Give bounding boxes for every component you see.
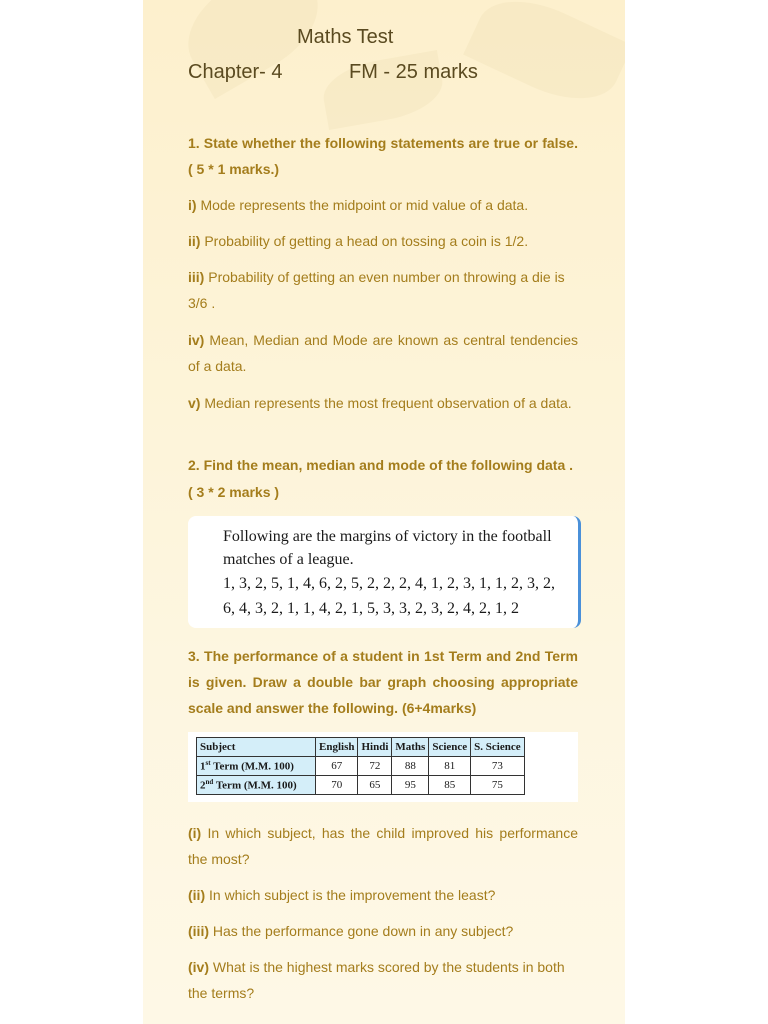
table-cell: 75 xyxy=(471,776,524,795)
table-cell: 85 xyxy=(429,776,471,795)
card-text-line: matches of a league. xyxy=(223,551,354,568)
sub-question xyxy=(188,918,578,944)
statement-text: Mode represents the midpoint or mid value of a data. xyxy=(196,197,529,213)
sub-question xyxy=(188,882,578,908)
table-header-cell: S. Science xyxy=(471,738,524,757)
table-header-row xyxy=(197,738,525,757)
question-2-marks: ( 3 * 2 marks ) xyxy=(188,484,280,500)
table-header-cell: Maths xyxy=(392,738,429,757)
marks-table-card xyxy=(188,732,578,802)
statement-text: Probability of getting an even number on throwing a die is 3/6 . xyxy=(188,269,565,311)
table-cell: 88 xyxy=(392,757,429,776)
table-cell: 65 xyxy=(358,776,392,795)
sub-question-text: What is the highest marks scored by the students in both the terms? xyxy=(188,959,565,1001)
table-header-cell: Science xyxy=(429,738,471,757)
table-cell: 67 xyxy=(316,757,358,776)
statement-item xyxy=(188,327,578,379)
sub-question-text: In which subject is the improvement the least? xyxy=(205,887,496,903)
table-cell: 73 xyxy=(471,757,524,776)
page-title: Maths Test xyxy=(297,26,394,48)
statement-item xyxy=(188,228,578,254)
background-leaf-decoration xyxy=(463,0,625,118)
statement-item xyxy=(188,264,578,316)
sub-question xyxy=(188,954,578,1006)
table-row xyxy=(197,757,525,776)
card-data-line: 1, 3, 2, 5, 1, 4, 6, 2, 5, 2, 2, 2, 4, 1, 2, 3, 1, 1, 2, 3, 2, xyxy=(223,575,555,592)
statement-item xyxy=(188,390,578,416)
chapter-label: Chapter- 4 xyxy=(188,61,283,83)
question-1-heading: 1. State whether the following statements are true or false. ( 5 * 1 marks.) xyxy=(188,135,578,177)
statement-number: iii) xyxy=(188,269,205,285)
sub-question xyxy=(188,820,578,872)
table-cell: 72 xyxy=(358,757,392,776)
table-header-cell: Subject xyxy=(197,738,316,757)
card-text-line: Following are the margins of victory in the football xyxy=(223,528,552,545)
sub-question-text: Has the performance gone down in any subject? xyxy=(209,923,514,939)
statement-number: iv) xyxy=(188,332,205,348)
statement-number: ii) xyxy=(188,233,201,249)
statement-text: Probability of getting a head on tossing a coin is 1/2. xyxy=(200,233,529,249)
table-cell: 81 xyxy=(429,757,471,776)
table-header-cell: English xyxy=(316,738,358,757)
sub-question-number: (iv) xyxy=(188,959,209,975)
statement-item xyxy=(188,192,578,218)
statement-number: v) xyxy=(188,395,201,411)
marks-table xyxy=(196,737,525,795)
full-marks-label: FM - 25 marks xyxy=(349,61,478,83)
sub-question-number: (iii) xyxy=(188,923,209,939)
statement-number: i) xyxy=(188,197,197,213)
data-image-card xyxy=(188,516,581,628)
sub-question-number: (i) xyxy=(188,825,202,841)
question-3-heading: 3. The performance of a student in 1st Term and 2nd Term is given. Draw a double bar graph choosing appropriate scale and answer the following. (6+4marks) xyxy=(188,648,578,716)
sub-question-text: In which subject, has the child improved his performance the most? xyxy=(188,825,578,867)
table-cell: 70 xyxy=(316,776,358,795)
sub-question-number: (ii) xyxy=(188,887,206,903)
table-row-label: 2nd Term (M.M. 100) xyxy=(197,776,316,795)
background-leaf-decoration xyxy=(170,0,336,99)
table-row-label: 1st Term (M.M. 100) xyxy=(197,757,316,776)
card-data-line: 6, 4, 3, 2, 1, 1, 4, 2, 1, 5, 3, 3, 2, 3, 2, 4, 2, 1, 2 xyxy=(223,600,519,617)
question-2-heading: 2. Find the mean, median and mode of the following data . xyxy=(188,457,574,473)
table-cell: 95 xyxy=(392,776,429,795)
statement-text: Median represents the most frequent observation of a data. xyxy=(200,395,572,411)
statement-text: Mean, Median and Mode are known as central tendencies of a data. xyxy=(188,332,578,374)
table-header-cell: Hindi xyxy=(358,738,392,757)
table-row xyxy=(197,776,525,795)
test-page xyxy=(143,0,625,1024)
